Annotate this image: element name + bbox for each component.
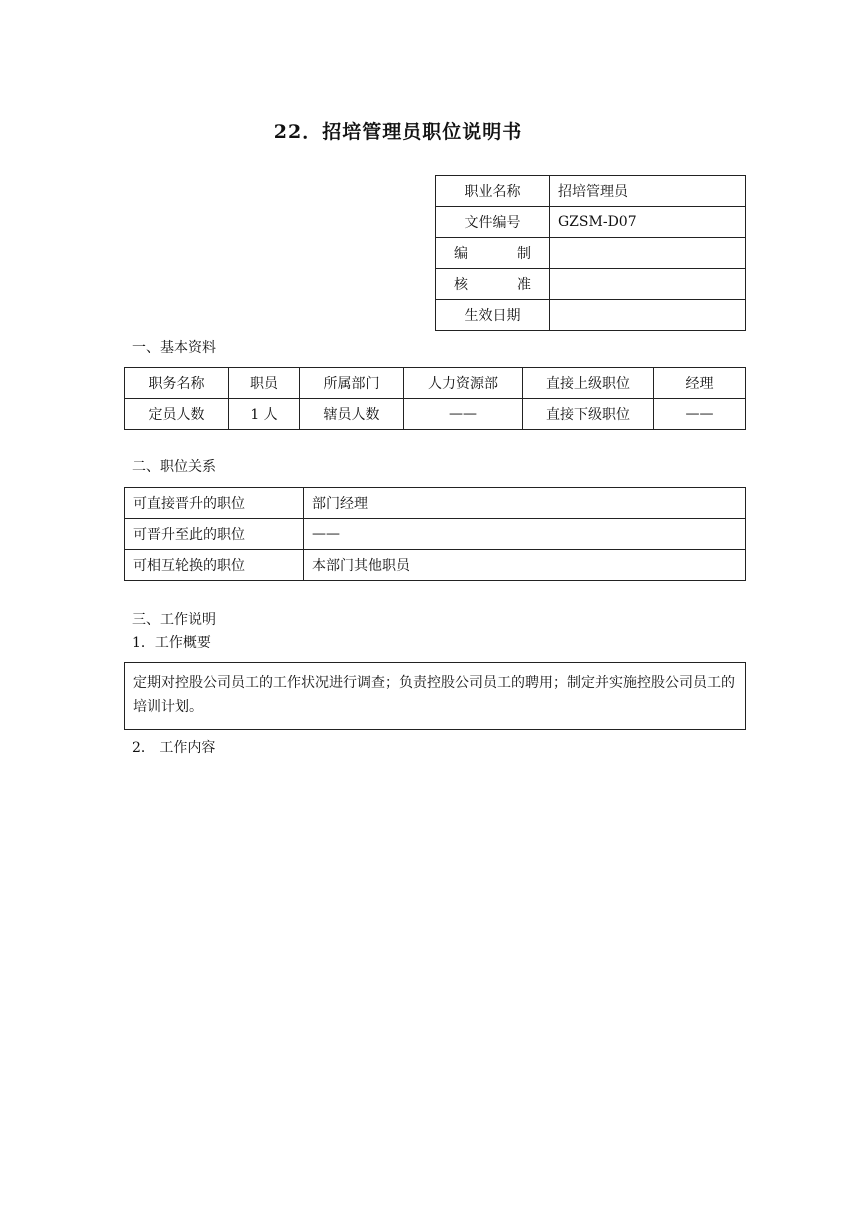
meta-value-file-number: GZSM-D07 — [550, 207, 746, 238]
meta-value-approved — [550, 269, 746, 300]
table-cell: 定员人数 — [125, 399, 229, 430]
table-cell: 职务名称 — [125, 368, 229, 399]
table-cell: 所属部门 — [300, 368, 404, 399]
meta-value-compiled — [550, 238, 746, 269]
relation-label: 可相互轮换的职位 — [125, 550, 304, 581]
meta-label-compiled — [436, 238, 550, 269]
table-cell: 辖员人数 — [300, 399, 404, 430]
table-cell: 1 人 — [229, 399, 300, 430]
table-cell: 经理 — [654, 368, 746, 399]
table-row — [436, 176, 746, 207]
work-summary-box: 定期对控股公司员工的工作状况进行调查；负责控股公司员工的聘用；制定并实施控股公司员工的培训计划。 — [124, 662, 746, 730]
relation-label: 可直接晋升的职位 — [125, 488, 304, 519]
table-row — [125, 368, 746, 399]
table-cell: 人力资源部 — [404, 368, 523, 399]
meta-label-file-number: 文件编号 — [436, 207, 550, 238]
subheading-work-summary: 1．工作概要 — [132, 635, 211, 651]
table-row — [436, 269, 746, 300]
table-row — [436, 207, 746, 238]
subheading-work-content: 2． 工作内容 — [132, 740, 216, 756]
meta-label-part: 编 — [454, 246, 468, 262]
relation-value: 本部门其他职员 — [304, 550, 746, 581]
table-row — [125, 519, 746, 550]
meta-label-part: 制 — [517, 246, 531, 262]
meta-label-position-name: 职业名称 — [436, 176, 550, 207]
table-cell: 职员 — [229, 368, 300, 399]
table-row — [436, 300, 746, 331]
section-heading-relations: 二、职位关系 — [132, 459, 216, 475]
meta-label-approved — [436, 269, 550, 300]
table-cell: 直接下级职位 — [523, 399, 654, 430]
table-row — [436, 238, 746, 269]
meta-value-position-name: 招培管理员 — [550, 176, 746, 207]
table-cell: —— — [404, 399, 523, 430]
section-heading-work-description: 三、工作说明 — [132, 612, 216, 628]
meta-label-part: 核 — [454, 277, 468, 293]
basic-info-table — [124, 367, 746, 430]
relation-value: 部门经理 — [304, 488, 746, 519]
table-cell: —— — [654, 399, 746, 430]
position-relations-table — [124, 487, 746, 581]
meta-value-effective-date — [550, 300, 746, 331]
relation-value: —— — [304, 519, 746, 550]
page-title: 22．招培管理员职位说明书 — [273, 121, 523, 143]
relation-label: 可晋升至此的职位 — [125, 519, 304, 550]
meta-label-effective-date: 生效日期 — [436, 300, 550, 331]
table-row — [125, 399, 746, 430]
table-cell: 直接上级职位 — [523, 368, 654, 399]
table-row — [125, 550, 746, 581]
section-heading-basic-info: 一、基本资料 — [132, 340, 216, 356]
document-meta-table — [435, 175, 746, 331]
table-row — [125, 488, 746, 519]
meta-label-part: 准 — [517, 277, 531, 293]
